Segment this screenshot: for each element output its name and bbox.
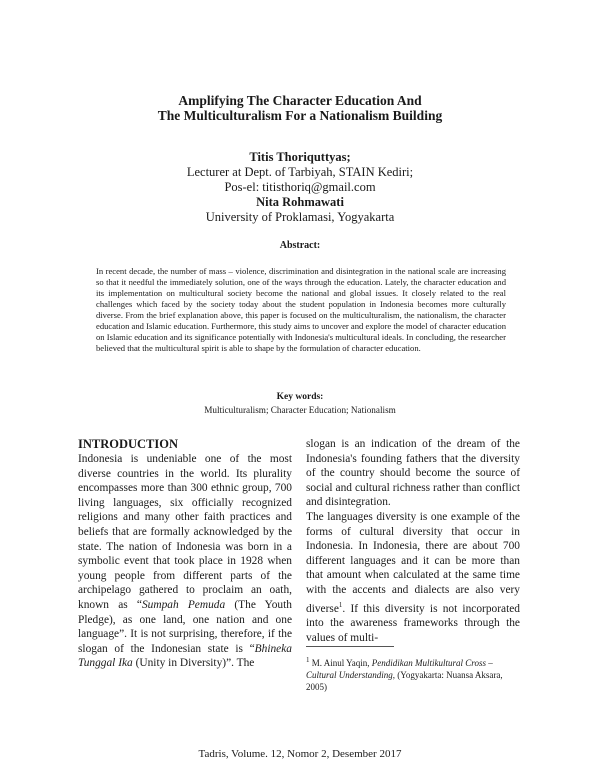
sumpah-pemuda-term: Sumpah Pemuda bbox=[141, 598, 226, 611]
left-column bbox=[78, 437, 292, 671]
footnote-author: M. Ainul Yaqin, bbox=[309, 658, 372, 668]
page-footer: Tadris, Volume. 12, Nomor 2, Desember 2017 bbox=[198, 748, 402, 760]
intro-p2-part-b: . If this diversity is not incorporated into the awareness frameworks through the values of multi- bbox=[306, 602, 520, 644]
keywords-heading: Key words: bbox=[276, 392, 324, 402]
bhineka-term: Bhineka Tunggal Ika bbox=[78, 642, 292, 670]
author-block bbox=[0, 150, 600, 225]
footnote-divider bbox=[306, 646, 394, 647]
title-line-1: Amplifying The Character Education And bbox=[178, 93, 422, 108]
paper-title bbox=[0, 93, 600, 123]
intro-p1-part-a: Indonesia is undeniable one of the most diverse countries in the world. Its plurality encompasses more than 300 ethnic group, 700 living languages, six officially recognized religions and many other faith practices and beliefs that are formally acknowledged by the state. The nation of Indonesia was born in a symbolic event that took place in 1928 when young people from different parts of the archipelago gathered to proclaim an oath, known as “ bbox=[78, 453, 292, 611]
intro-p1-part-b: (The Youth Pledge), as one land, one nation and one language”. It is not surprising, therefore, if the slogan of the Indonesian state is “ bbox=[78, 598, 292, 655]
intro-paragraph-1-continued: slogan is an indication of the dream of the Indonesia's founding fathers that the diversity of the country should become the source of social and cultural richness rather than conflict and disintegration. bbox=[306, 438, 520, 509]
abstract-text: In recent decade, the number of mass – violence, discrimination and disintegration in the national scale are increasing so that it needful the immediately solution, one of the ways through the education. Lately, the character education and its implementation on multicultural society become the national and global issues. It closely related to the real challenges which faced by the society today about the student population in Indonesia becomes more culturally diverse. From the brief explanation above, this paper is focused on the multiculturalism, the nationalism, the character education and Islamic education. Furthermore, this study aims to uncover and explore the model of character education on Islamic education and its significance potentially with Indonesia's multicultural ideals. In concluding, the researcher believed that the multicultural spirit is able to shape by the formulation of character education. bbox=[96, 266, 506, 353]
intro-p2-part-a: The languages diversity is one example of the forms of cultural diversity that occur in Indonesia. In Indonesia, there are about 700 different languages and it can be more than that amount when calculated at the same time with the accents and dialects are also very diverse bbox=[306, 510, 520, 615]
footnote-number: 1 bbox=[306, 656, 310, 664]
introduction-heading: INTRODUCTION bbox=[78, 437, 179, 451]
footnote-1 bbox=[306, 654, 520, 693]
footnote-publication: , (Yogyakarta: Nuansa Aksara, 2005) bbox=[306, 670, 503, 692]
author-affiliation-2: University of Proklamasi, Yogyakarta bbox=[205, 210, 395, 224]
right-column bbox=[306, 437, 520, 645]
intro-paragraph-2 bbox=[306, 510, 520, 645]
keywords-text: Multiculturalism; Character Education; Nationalism bbox=[204, 405, 396, 415]
author-name-1: Titis Thoriquttyas; bbox=[249, 150, 351, 164]
abstract-heading: Abstract: bbox=[279, 240, 321, 251]
author-email-1[interactable]: Pos-el: titisthoriq@gmail.com bbox=[224, 180, 376, 194]
footnote-title: Pendidikan Multikultural Cross – Cultural Understanding bbox=[306, 658, 493, 680]
title-line-2: The Multiculturalism For a Nationalism Building bbox=[157, 108, 443, 123]
author-name-2: Nita Rohmawati bbox=[256, 195, 344, 209]
author-affiliation-1: Lecturer at Dept. of Tarbiyah, STAIN Kediri; bbox=[186, 165, 414, 179]
intro-paragraph-1 bbox=[78, 452, 292, 671]
intro-p1-part-c: (Unity in Diversity)”. The bbox=[132, 657, 255, 670]
footnote-ref-1[interactable]: 1 bbox=[338, 600, 343, 609]
